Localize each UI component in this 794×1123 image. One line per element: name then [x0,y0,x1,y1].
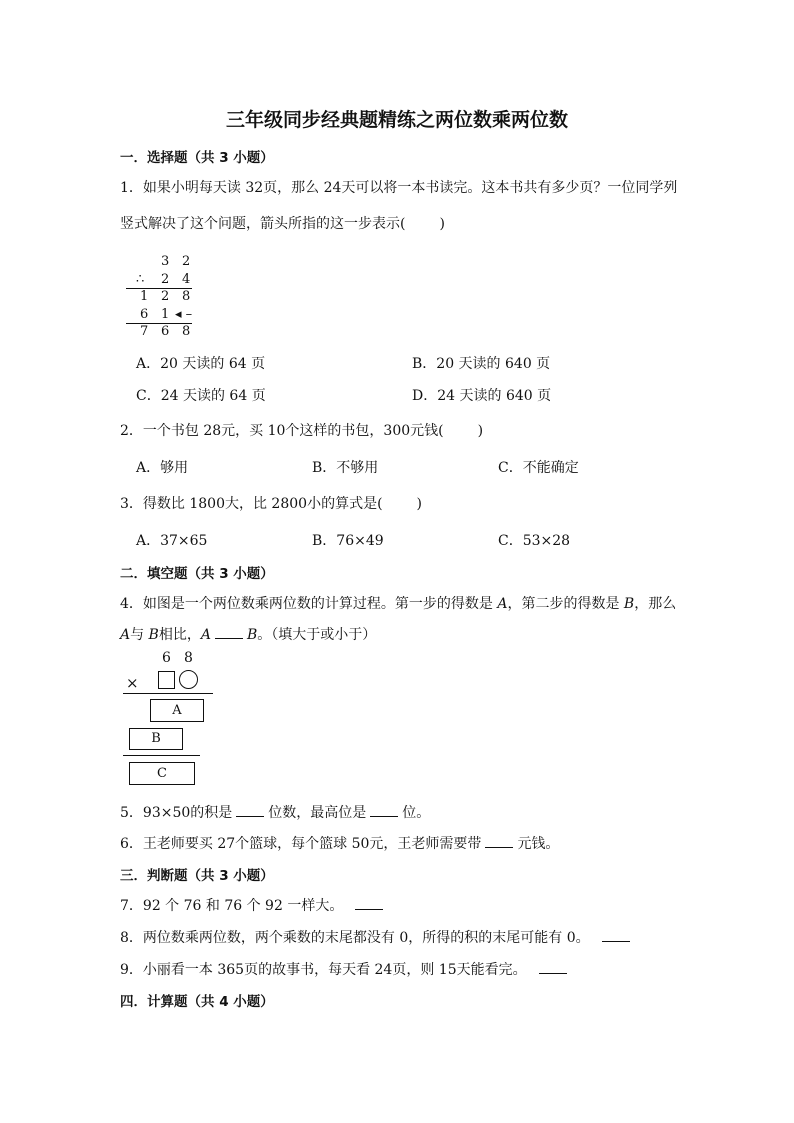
q1-option-b[interactable]: B．20 天读的 640 页 [412,356,551,372]
calc-digit: 8 [182,289,191,304]
answer-blank[interactable] [370,804,398,817]
q2-option-b[interactable]: B．不够用 [312,460,379,476]
answer-blank[interactable] [539,961,567,974]
multiply-sign: × [126,674,139,692]
question-9 [120,959,571,979]
figure-divider [123,693,213,694]
question-4-text-a: 𝐴与 𝐵相比，𝐴 [120,627,211,643]
question-5-text-a: 5．93×50的积是 [120,805,233,821]
q2-option-a[interactable]: A．够用 [136,460,189,476]
section-heading-choice: 一．选择题（共 3 小题） [120,150,274,166]
question-5-text-c: 位。 [402,805,431,821]
figure-divider [123,755,200,756]
answer-blank[interactable] [602,929,630,942]
calc-digit: 1 [161,307,170,322]
figure-digit: 6 [162,650,171,666]
question-8 [120,927,634,947]
arrow-icon: ◂ – [175,307,193,322]
circle-digit-placeholder [179,670,198,689]
answer-blank[interactable] [215,626,243,639]
section-heading-fill: 二．填空题（共 3 小题） [120,566,274,582]
question-4-line-2 [120,624,376,644]
q1-option-c[interactable]: C．24 天读的 64 页 [136,388,266,404]
calc-divider [126,288,192,289]
figure-digit: 8 [184,650,193,666]
question-4-line-1: 4．如图是一个两位数乘两位数的计算过程。第一步的得数是 𝐴，第二步的得数是 𝐵，那么 [120,596,677,612]
q3-option-c[interactable]: C．53×28 [498,533,571,549]
q1-option-a[interactable]: A．20 天读的 64 页 [136,356,266,372]
answer-blank[interactable] [355,897,383,910]
question-4-text-b: 𝐵。（填大于或小于） [246,627,377,643]
question-2-text: 2．一个书包 28元，买 10个这样的书包，300元钱( [120,423,444,439]
question-6-text-a: 6．王老师要买 27个篮球，每个篮球 50元，王老师需要带 [120,836,482,852]
calc-digit: 3 [161,254,170,269]
question-1-line-1: 1．如果小明每天读 32页，那么 24天可以将一本书读完。这本书共有多少页？一位同学列 [120,180,678,196]
question-5-text-b: 位数，最高位是 [268,805,367,821]
q3-option-b[interactable]: B．76×49 [312,533,384,549]
question-5 [120,802,430,822]
calc-digit: 2 [161,272,170,287]
question-6 [120,833,559,853]
page-title: 三年级同步经典题精练之两位数乘两位数 [225,109,568,131]
calc-digit: 2 [161,289,170,304]
answer-blank[interactable] [236,804,264,817]
question-9-text: 9．小丽看一本 365页的故事书，每天看 24页，则 15天能看完。 [120,962,527,978]
box-c: C [129,762,195,785]
section-heading-calc: 四．计算题（共 4 小题） [120,994,274,1010]
calc-digit: 2 [182,254,191,269]
question-3-text: 3．得数比 1800大，比 2800小的算式是( [120,496,383,512]
q2-option-c[interactable]: C．不能确定 [498,460,579,476]
calc-digit: 6 [161,324,170,339]
question-2-paren-end: ) [477,423,484,439]
vertical-calculation [120,254,210,339]
question-7 [120,895,387,915]
question-8-text: 8．两位数乘两位数，两个乘数的末尾都没有 0，所得的积的末尾可能有 0。 [120,930,590,946]
calc-digit: 4 [182,272,191,287]
calc-digit: 1 [140,289,149,304]
question-2 [120,420,483,440]
box-a: A [150,699,204,722]
calc-digit: 8 [182,324,191,339]
section-heading-judge: 三．判断题（共 3 小题） [120,868,274,884]
multiply-sign: ∴ [136,272,145,287]
question-1-text: 竖式解决了这个问题，箭头所指的这一步表示( [120,216,406,232]
question-7-text: 7．92 个 76 和 76 个 92 一样大。 [120,898,344,914]
q3-option-a[interactable]: A．37×65 [136,533,208,549]
answer-blank[interactable] [485,835,513,848]
calc-divider [126,323,192,324]
question-3 [120,493,422,513]
multiplication-figure [120,650,230,790]
q1-option-d[interactable]: D．24 天读的 640 页 [412,388,552,404]
question-3-paren-end: ) [416,496,422,512]
question-1-line-2 [120,213,445,233]
question-6-text-b: 元钱。 [517,836,560,852]
square-digit-placeholder [158,671,175,689]
calc-digit: 6 [140,307,149,322]
calc-digit: 7 [140,324,149,339]
question-1-paren-end: ) [439,216,445,232]
box-b: B [129,728,183,750]
